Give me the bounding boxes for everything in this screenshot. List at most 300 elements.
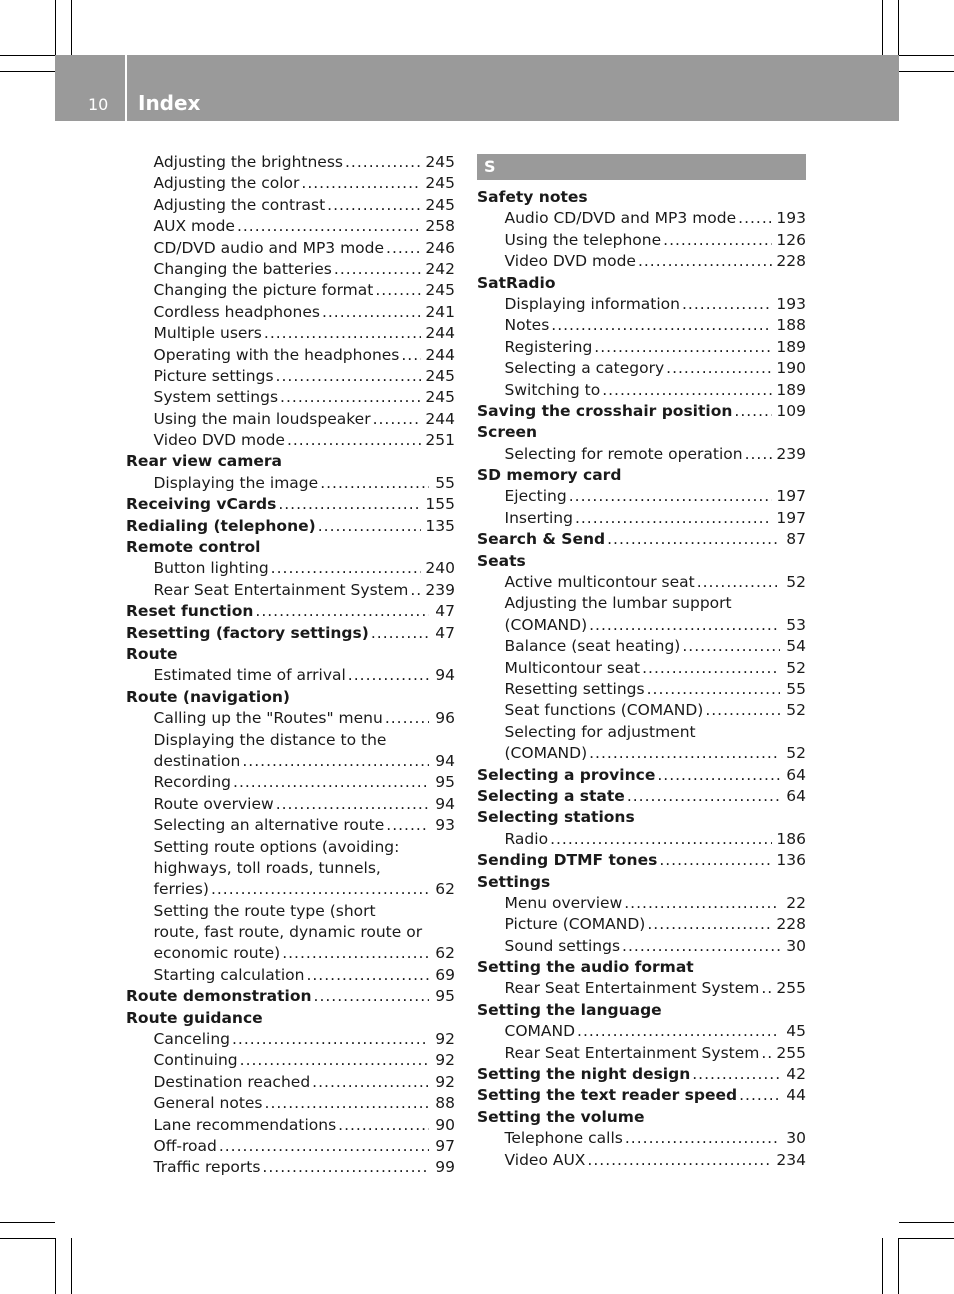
- index-entry[interactable]: [477, 786, 806, 807]
- entry-label: economic route): [153, 944, 281, 963]
- entry-page-number: 155: [425, 495, 455, 514]
- entry-label: Traffic reports: [153, 1158, 261, 1177]
- leader-dots: [682, 294, 772, 315]
- index-subentry[interactable]: [126, 216, 455, 237]
- index-subentry[interactable]: [126, 665, 455, 686]
- entry-label: route, fast route, dynamic route or: [153, 923, 423, 942]
- crop-mark: [899, 55, 954, 56]
- index-subentry[interactable]: [477, 1128, 806, 1149]
- index-column-right: [477, 152, 806, 1171]
- entry-page-number: 90: [435, 1115, 455, 1134]
- entry-label: Sending DTMF tones: [477, 851, 658, 870]
- leader-dots: [232, 1029, 429, 1050]
- entry-label: destination: [153, 751, 241, 770]
- crop-mark: [898, 0, 899, 55]
- leader-dots: [375, 280, 421, 301]
- index-entry: [477, 465, 806, 486]
- entry-label: Route: [126, 644, 178, 663]
- entry-label: Seat functions (COMAND): [504, 701, 704, 720]
- entry-label: Picture settings: [153, 366, 274, 385]
- entry-label: Setting the audio format: [477, 958, 694, 977]
- entry-page-number: 228: [776, 252, 806, 271]
- index-entry: [477, 422, 806, 443]
- entry-label: Resetting (factory settings): [126, 623, 369, 642]
- entry-page-number: 228: [776, 915, 806, 934]
- entry-label: Receiving vCards: [126, 495, 277, 514]
- entry-label: Selecting an alternative route: [153, 816, 385, 835]
- entry-label: Settings: [477, 872, 551, 891]
- entry-label: Remote control: [126, 538, 261, 557]
- entry-label: Audio CD/DVD and MP3 mode: [504, 209, 737, 228]
- index-entry: [477, 551, 806, 572]
- index-subentry[interactable]: [477, 914, 806, 935]
- entry-page-number: 245: [425, 153, 455, 171]
- index-subentry[interactable]: [126, 280, 455, 301]
- entry-label: Selecting for adjustment: [504, 722, 696, 741]
- index-subentry[interactable]: [126, 1136, 455, 1157]
- entry-page-number: 186: [776, 829, 806, 848]
- index-subentry[interactable]: [126, 580, 455, 601]
- entry-page-number: 96: [435, 709, 455, 728]
- index-subentry[interactable]: [126, 1029, 455, 1050]
- entry-page-number: 251: [425, 431, 455, 450]
- leader-dots: [738, 208, 772, 229]
- entry-label: Selecting for remote operation: [504, 444, 743, 463]
- index-subentry[interactable]: [477, 1043, 806, 1064]
- leader-dots: [233, 772, 429, 793]
- entry-page-number: 30: [786, 1129, 806, 1148]
- leader-dots: [705, 700, 780, 721]
- entry-page-number: 245: [425, 366, 455, 385]
- index-entry: [126, 1008, 455, 1029]
- leader-dots: [287, 430, 421, 451]
- leader-dots: [211, 879, 429, 900]
- entry-label: Seats: [477, 551, 526, 570]
- entry-page-number: 62: [435, 944, 455, 963]
- entry-page-number: 52: [786, 744, 806, 763]
- entry-label: Selecting a province: [477, 765, 656, 784]
- entry-label: Continuing: [153, 1051, 238, 1070]
- leader-dots: [271, 558, 422, 579]
- index-column-left: [126, 152, 455, 1179]
- index-subentry[interactable]: [126, 1115, 455, 1136]
- entry-page-number: 255: [776, 979, 806, 998]
- entry-label: Sound settings: [504, 936, 621, 955]
- leader-dots: [627, 786, 780, 807]
- index-entry[interactable]: [477, 1064, 806, 1085]
- entry-label: Multiple users: [153, 324, 262, 343]
- leader-dots: [348, 665, 429, 686]
- leader-dots: [647, 914, 772, 935]
- index-subentry[interactable]: [477, 230, 806, 251]
- index-subentry[interactable]: [126, 1157, 455, 1178]
- entry-label: Operating with the headphones: [153, 345, 400, 364]
- entry-page-number: 244: [425, 345, 455, 364]
- leader-dots: [255, 601, 429, 622]
- entry-page-number: 240: [425, 559, 455, 578]
- entry-page-number: 193: [776, 209, 806, 228]
- index-subentry[interactable]: [477, 337, 806, 358]
- entry-label: Video AUX: [504, 1150, 586, 1169]
- leader-dots: [338, 1115, 429, 1136]
- leader-dots: [659, 850, 772, 871]
- entry-label: Setting the volume: [477, 1107, 645, 1126]
- entry-page-number: 45: [786, 1022, 806, 1041]
- index-subentry[interactable]: [477, 679, 806, 700]
- index-subentry[interactable]: [126, 708, 455, 729]
- index-subentry[interactable]: [126, 558, 455, 579]
- leader-dots: [265, 1093, 429, 1114]
- entry-label: (COMAND): [504, 615, 588, 634]
- entry-page-number: 94: [435, 794, 455, 813]
- page-header: [55, 55, 899, 121]
- crop-mark: [899, 71, 954, 72]
- entry-page-number: 239: [425, 580, 455, 599]
- index-entry[interactable]: [126, 601, 455, 622]
- index-subentry[interactable]: [477, 208, 806, 229]
- index-subentry[interactable]: [126, 302, 455, 323]
- leader-dots: [327, 195, 421, 216]
- index-subentry[interactable]: [126, 772, 455, 793]
- section-letter-bar: S: [477, 154, 806, 180]
- entry-page-number: 55: [435, 473, 455, 492]
- leader-dots: [589, 743, 780, 764]
- index-entry[interactable]: [126, 986, 455, 1007]
- index-subentry[interactable]: [126, 1050, 455, 1071]
- index-subentry: [477, 722, 806, 743]
- header-divider: [125, 55, 127, 121]
- index-subentry[interactable]: [126, 430, 455, 451]
- entry-page-number: 97: [435, 1136, 455, 1155]
- index-subentry[interactable]: [477, 658, 806, 679]
- entry-page-number: 47: [435, 623, 455, 642]
- entry-page-number: 42: [786, 1065, 806, 1084]
- index-subentry[interactable]: [477, 486, 806, 507]
- index-subentry[interactable]: [126, 238, 455, 259]
- entry-label: Selecting a state: [477, 786, 625, 805]
- entry-label: SD memory card: [477, 466, 622, 485]
- entry-label: Recording: [153, 773, 232, 792]
- index-subentry[interactable]: [126, 879, 455, 900]
- entry-label: Calling up the "Routes" menu: [153, 709, 383, 728]
- index-entry: [477, 807, 806, 828]
- leader-dots: [745, 444, 773, 465]
- leader-dots: [264, 323, 422, 344]
- index-subentry[interactable]: [477, 315, 806, 336]
- crop-mark: [882, 0, 883, 55]
- entry-page-number: 245: [425, 388, 455, 407]
- index-subentry: [126, 922, 455, 943]
- entry-label: Cordless headphones: [153, 302, 320, 321]
- leader-dots: [334, 259, 422, 280]
- entry-page-number: 94: [435, 666, 455, 685]
- leader-dots: [550, 829, 772, 850]
- entry-label: Setting the text reader speed: [477, 1086, 738, 1105]
- crop-mark: [55, 0, 56, 55]
- entry-label: Lane recommendations: [153, 1115, 337, 1134]
- entry-label: Adjusting the contrast: [153, 195, 326, 214]
- index-subentry[interactable]: [126, 323, 455, 344]
- leader-dots: [322, 302, 421, 323]
- leader-dots: [278, 494, 421, 515]
- crop-mark: [0, 55, 55, 56]
- index-subentry[interactable]: [477, 380, 806, 401]
- leader-dots: [642, 658, 780, 679]
- leader-dots: [385, 708, 429, 729]
- entry-label: Adjusting the brightness: [153, 153, 343, 171]
- leader-dots: [276, 794, 429, 815]
- index-subentry: [126, 730, 455, 751]
- index-entry: [126, 687, 455, 708]
- index-subentry[interactable]: [477, 358, 806, 379]
- entry-label: Ejecting: [504, 487, 567, 506]
- crop-mark: [898, 1238, 899, 1294]
- index-subentry[interactable]: [477, 444, 806, 465]
- index-subentry[interactable]: [126, 1072, 455, 1093]
- entry-label: Redialing (telephone): [126, 516, 316, 535]
- leader-dots: [371, 623, 429, 644]
- index-subentry[interactable]: [477, 700, 806, 721]
- index-entry[interactable]: [477, 529, 806, 550]
- leader-dots: [386, 238, 421, 259]
- leader-dots: [320, 473, 429, 494]
- index-entry: [477, 957, 806, 978]
- entry-label: Switching to: [504, 380, 601, 399]
- entry-page-number: 197: [776, 508, 806, 527]
- index-entry[interactable]: [126, 494, 455, 515]
- entry-page-number: 92: [435, 1030, 455, 1049]
- entry-label: Notes: [504, 316, 550, 335]
- entry-page-number: 52: [786, 573, 806, 592]
- entry-page-number: 136: [776, 851, 806, 870]
- index-subentry[interactable]: [126, 366, 455, 387]
- entry-page-number: 245: [425, 195, 455, 214]
- entry-label: Estimated time of arrival: [153, 666, 346, 685]
- index-subentry[interactable]: [477, 743, 806, 764]
- entry-page-number: 245: [425, 281, 455, 300]
- leader-dots: [386, 815, 429, 836]
- entry-page-number: 55: [786, 679, 806, 698]
- index-subentry[interactable]: [126, 1093, 455, 1114]
- index-subentry[interactable]: [477, 508, 806, 529]
- entry-label: COMAND: [504, 1022, 576, 1041]
- entry-label: Route guidance: [126, 1008, 263, 1027]
- leader-dots: [607, 529, 780, 550]
- entry-label: Off-road: [153, 1136, 217, 1155]
- leader-dots: [625, 1128, 780, 1149]
- leader-dots: [587, 1150, 772, 1171]
- leader-dots: [569, 486, 773, 507]
- index-entry[interactable]: [477, 1085, 806, 1106]
- entry-label: Video DVD mode: [504, 252, 636, 271]
- leader-dots: [237, 216, 421, 237]
- entry-page-number: 188: [776, 316, 806, 335]
- entry-page-number: 54: [786, 637, 806, 656]
- leader-dots: [663, 230, 772, 251]
- leader-dots: [345, 152, 421, 173]
- index-subentry: [126, 901, 455, 922]
- index-entry: [126, 537, 455, 558]
- leader-dots: [262, 1157, 429, 1178]
- index-subentry[interactable]: [477, 978, 806, 999]
- entry-label: Using the main loudspeaker: [153, 409, 371, 428]
- entry-label: Adjusting the color: [153, 174, 300, 193]
- crop-mark: [55, 1238, 56, 1294]
- index-subentry[interactable]: [126, 345, 455, 366]
- entry-page-number: 95: [435, 987, 455, 1006]
- index-subentry[interactable]: [126, 195, 455, 216]
- entry-label: General notes: [153, 1094, 263, 1113]
- entry-label: Starting calculation: [153, 965, 305, 984]
- entry-label: Balance (seat heating): [504, 637, 681, 656]
- leader-dots: [282, 943, 429, 964]
- entry-label: Setting the night design: [477, 1065, 691, 1084]
- index-entry: [126, 451, 455, 472]
- entry-page-number: 52: [786, 658, 806, 677]
- index-subentry[interactable]: [126, 943, 455, 964]
- index-entry: [126, 644, 455, 665]
- leader-dots: [301, 173, 421, 194]
- leader-dots: [647, 679, 780, 700]
- leader-dots: [734, 401, 772, 422]
- entry-label: Selecting stations: [477, 808, 635, 827]
- index-entry[interactable]: [126, 623, 455, 644]
- entry-label: Displaying information: [504, 294, 680, 313]
- index-subentry[interactable]: [126, 409, 455, 430]
- index-entry[interactable]: [477, 765, 806, 786]
- index-subentry[interactable]: [126, 387, 455, 408]
- leader-dots: [761, 1043, 772, 1064]
- index-subentry[interactable]: [126, 751, 455, 772]
- entry-label: System settings: [153, 388, 279, 407]
- leader-dots: [657, 765, 780, 786]
- index-subentry[interactable]: [477, 572, 806, 593]
- leader-dots: [373, 409, 422, 430]
- entry-page-number: 109: [776, 401, 806, 420]
- index-subentry[interactable]: [477, 294, 806, 315]
- index-entry[interactable]: [126, 516, 455, 537]
- index-subentry[interactable]: [126, 152, 455, 173]
- leader-dots: [219, 1136, 429, 1157]
- index-subentry[interactable]: [477, 893, 806, 914]
- index-subentry[interactable]: [126, 965, 455, 986]
- index-entries-right: [477, 187, 806, 1171]
- crop-mark: [899, 1238, 954, 1239]
- entry-label: (COMAND): [504, 744, 588, 763]
- entry-label: Menu overview: [504, 893, 623, 912]
- entry-page-number: 52: [786, 701, 806, 720]
- entry-page-number: 189: [776, 380, 806, 399]
- entry-page-number: 92: [435, 1072, 455, 1091]
- entry-label: Screen: [477, 423, 538, 442]
- index-subentry[interactable]: [477, 615, 806, 636]
- entry-label: Adjusting the lumbar support: [504, 594, 732, 613]
- leader-dots: [280, 387, 421, 408]
- entry-page-number: 64: [786, 765, 806, 784]
- index-subentry[interactable]: [126, 794, 455, 815]
- index-subentry[interactable]: [126, 173, 455, 194]
- index-entry: [477, 1000, 806, 1021]
- entry-label: Button lighting: [153, 559, 269, 578]
- entry-page-number: 69: [435, 965, 455, 984]
- entry-label: Telephone calls: [504, 1129, 623, 1148]
- entry-page-number: 62: [435, 880, 455, 899]
- leader-dots: [306, 965, 429, 986]
- index-entry[interactable]: [477, 850, 806, 871]
- index-subentry[interactable]: [477, 829, 806, 850]
- entry-page-number: 234: [776, 1150, 806, 1169]
- entry-label: Resetting settings: [504, 679, 645, 698]
- index-subentry[interactable]: [477, 1150, 806, 1171]
- index-subentry[interactable]: [477, 1021, 806, 1042]
- index-entry: [477, 872, 806, 893]
- entry-label: Route demonstration: [126, 987, 312, 1006]
- leader-dots: [410, 580, 421, 601]
- entry-label: Search & Send: [477, 530, 606, 549]
- entry-label: Inserting: [504, 508, 573, 527]
- entry-page-number: 88: [435, 1094, 455, 1113]
- entry-label: Multicontour seat: [504, 658, 641, 677]
- entry-page-number: 93: [435, 816, 455, 835]
- index-subentry[interactable]: [477, 251, 806, 272]
- entry-page-number: 258: [425, 217, 455, 236]
- entry-label: CD/DVD audio and MP3 mode: [153, 238, 385, 257]
- crop-mark: [71, 1238, 72, 1294]
- entry-label: Setting route options (avoiding:: [153, 837, 400, 856]
- index-entry[interactable]: [477, 401, 806, 422]
- entry-page-number: 126: [776, 230, 806, 249]
- entry-page-number: 22: [786, 893, 806, 912]
- entry-page-number: 44: [786, 1086, 806, 1105]
- leader-dots: [312, 1072, 429, 1093]
- index-subentry[interactable]: [126, 473, 455, 494]
- leader-dots: [575, 508, 772, 529]
- entry-label: Using the telephone: [504, 230, 662, 249]
- index-subentry[interactable]: [126, 815, 455, 836]
- entry-page-number: 94: [435, 751, 455, 770]
- leader-dots: [666, 358, 772, 379]
- leader-dots: [638, 251, 772, 272]
- leader-dots: [761, 978, 772, 999]
- leader-dots: [401, 345, 421, 366]
- page-title: Index: [138, 91, 201, 115]
- entry-label: Rear Seat Entertainment System: [153, 580, 409, 599]
- leader-dots: [240, 1050, 429, 1071]
- entry-label: Picture (COMAND): [504, 915, 646, 934]
- entry-page-number: 242: [425, 259, 455, 278]
- entry-page-number: 47: [435, 602, 455, 621]
- entry-label: Changing the picture format: [153, 281, 374, 300]
- crop-mark: [0, 71, 55, 72]
- leader-dots: [682, 636, 780, 657]
- leader-dots: [589, 615, 780, 636]
- entry-label: Rear Seat Entertainment System: [504, 979, 760, 998]
- leader-dots: [551, 315, 772, 336]
- entry-label: SatRadio: [477, 273, 556, 292]
- index-subentry: [477, 593, 806, 614]
- crop-mark: [0, 1222, 55, 1223]
- leader-dots: [697, 572, 780, 593]
- entry-page-number: 244: [425, 409, 455, 428]
- index-subentry[interactable]: [126, 259, 455, 280]
- index-subentry[interactable]: [477, 936, 806, 957]
- index-subentry[interactable]: [477, 636, 806, 657]
- leader-dots: [577, 1021, 780, 1042]
- entry-page-number: 64: [786, 786, 806, 805]
- entry-label: Changing the batteries: [153, 259, 332, 278]
- entry-label: Radio: [504, 829, 549, 848]
- entry-label: Displaying the image: [153, 473, 319, 492]
